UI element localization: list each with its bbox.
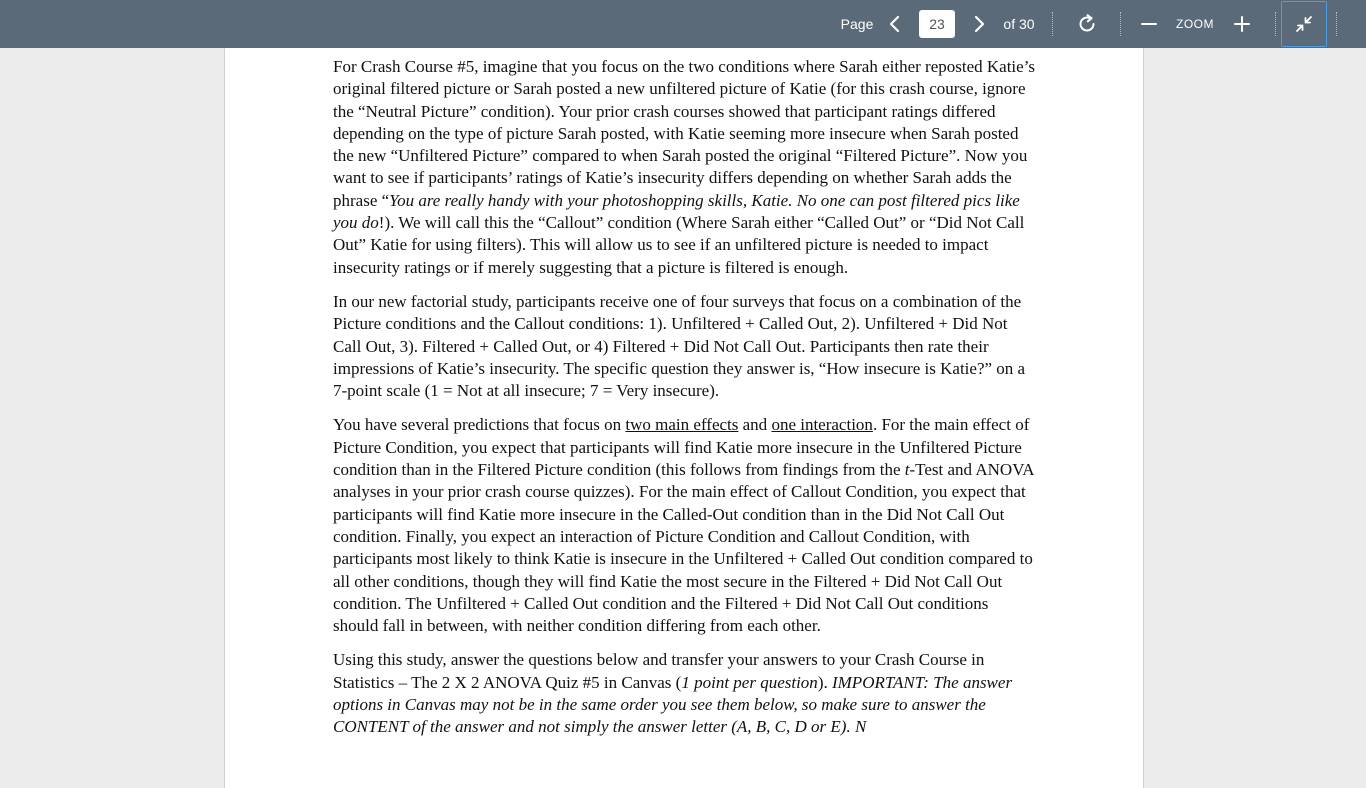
rotate-icon [1076,13,1098,35]
important-note: IMPORTANT: The answer options in Canvas may not be in the same order you see them below, so make sure to [333,672,1013,715]
chevron-right-icon [972,15,986,33]
paragraph-factorial-study: In our new factorial study, participants receive one of four surveys that focus on a combination of the Picture conditions and the Callout conditions: 1). Unfiltered + Called Out, 2). Unfiltered + Did Not Call Out, 3). Filtered + Called Out, or 4) Filtered + Did Not Call Out. Participants then rate their impressions of Katie’s insecurity. The specific question they answer is, “How insecure is Katie?” on a 7-point scale (1 = Not at all insecure; 7 = Very insecure). [333,291,1026,401]
minus-icon [1141,16,1157,32]
underlined-term: two main effects [625,415,739,435]
paragraph-text: -Test and ANOVA analyses in your prior crash course quizzes). For the main effect of Callout Condition, you expect that participants will find Katie more insecure in the Called-Out condition than in the Did Not Call Out condition. Finally, you expect an interaction of Picture Condition and Callout Condition, with participants most likely to think Katie is insecure in the Unfiltered + Called Out condition compared to all other conditions, though they will find Katie the most secure in the Filtered + Did Not Call Out condition. The Unfiltered + Called Out condition and the Filtered + Did Not Call Out conditions should fall in between, with neither condition differing from each other. [333,460,1034,636]
paragraph-predictions [333,414,1037,637]
page-content [333,56,1037,751]
paragraph-text: . For the main effect of Picture Condition, you expect that participants will find Katie more insecure in the Unfiltered Picture condition than in the Filtered Picture condition (this follows from findings from the [333,415,1030,480]
rotate-button[interactable] [1071,0,1103,48]
toolbar-divider [1336,12,1337,36]
italic-term: t [904,460,910,480]
total-pages-label: of 30 [1003,16,1035,32]
paragraph-text: !). We will call this the “Callout” condition (Where Sarah either “Called Out” or “Did Not Call Out” Katie for using filters). This will allow us to see if an unfiltered picture is needed to impact insecurity ratings or if merely suggesting that a picture is filtered is enough. [333,213,1025,277]
zoom-label: ZOOM [1176,17,1214,31]
page-label: Page [840,16,874,32]
toolbar-divider [1052,12,1053,36]
important-note-continued: answer the CONTENT of the answer and not simply the answer letter (A, B, C, D or E). N [333,695,986,737]
plus-icon [1234,16,1250,32]
italic-note: 1 point per question [681,672,818,692]
paragraph-text: ). [817,672,832,692]
page-number-input[interactable] [919,10,955,38]
chevron-left-icon [888,15,902,33]
underlined-term: one interaction [771,415,873,435]
document-page [224,48,1144,788]
toolbar-divider [1275,12,1276,36]
next-page-button[interactable] [964,0,994,48]
paragraph-text: You have several predictions that focus on [333,415,626,435]
callout-phrase: You are really handy with your photoshopping skills, Katie. No one can post filtered pics like you do [333,190,1020,233]
paragraph-crash-course-intro [333,56,1037,279]
collapse-icon [1294,14,1314,34]
exit-fullscreen-button[interactable] [1281,1,1327,47]
paragraph-text: For Crash Course #5, imagine that you focus on the two conditions where Sarah either reposted Katie’s original filtered picture or Sarah posted a new unfiltered picture of Katie (for this crash course, ignore the “Neutral Picture” condition). Your prior crash courses showed that participant ratings differed depending on the type of picture Sarah posted, with Katie seeming more insecure when Sarah posted the new “Unfiltered Picture” compared to when Sarah posted the original “Filtered Picture”. Now you want to see if participants’ ratings of Katie’s insecurity differs depending on whether Sarah adds the phrase “ [333,57,1036,210]
zoom-in-button[interactable] [1227,0,1257,48]
paragraph-text: and [738,415,772,435]
pdf-toolbar [0,0,1366,48]
zoom-out-button[interactable] [1134,0,1164,48]
toolbar-divider [1120,12,1121,36]
paragraph-text: Using this study, answer the questions below and transfer your answers to your Crash Course in Statistics – The 2 X 2 ANOVA Quiz #5 in Canvas ( [333,650,985,692]
paragraph-instructions [333,649,1037,738]
previous-page-button[interactable] [880,0,910,48]
